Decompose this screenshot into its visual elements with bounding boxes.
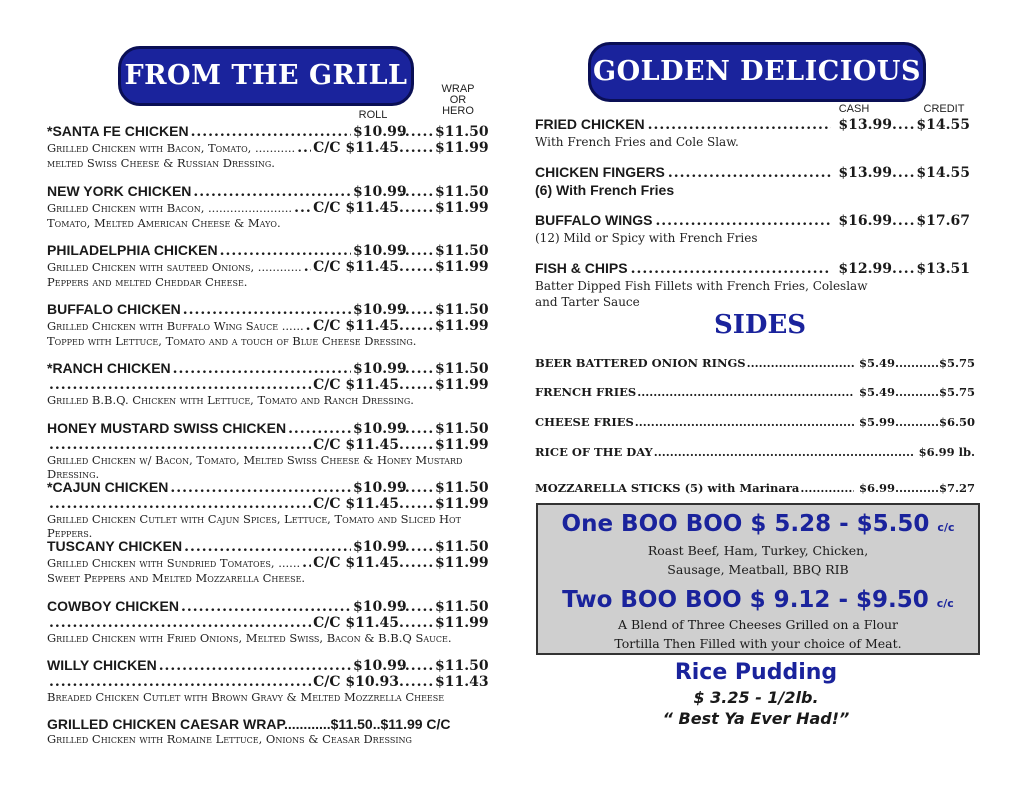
dot-leader — [895, 415, 939, 429]
grill-item-desc-2: Breaded Chicken Cutlet with Brown Gravy & Melted Mozzrella Cheese — [47, 690, 445, 704]
dot-leader — [49, 674, 311, 690]
cc-wrap-price: $11.99 — [435, 140, 489, 156]
two-boo-boo-cc: c/c — [936, 597, 954, 610]
dot-leader — [49, 437, 311, 453]
grill-item-desc-2: Grilled Chicken with Fried Onions, Melted Swiss, Bacon & B.B.Q Sauce. — [47, 631, 452, 645]
dot-leader — [170, 480, 351, 496]
dot-leader — [181, 599, 351, 615]
wrap-price: $11.50 — [435, 480, 489, 496]
grill-item-row — [47, 538, 487, 555]
grill-item — [47, 183, 487, 230]
dot-leader — [49, 496, 311, 512]
roll-price: $10.99 — [353, 421, 407, 437]
dot-leader — [637, 385, 854, 399]
credit-price: $13.51 — [916, 261, 970, 277]
cc-roll-price: C/C $11.45 — [313, 615, 399, 631]
dot-leader — [399, 361, 435, 377]
two-boo-boo-desc — [538, 615, 978, 653]
dot-leader — [294, 200, 311, 216]
roll-price: $10.99 — [353, 539, 407, 555]
side-credit-price: $7.27 — [939, 481, 976, 495]
dot-leader — [800, 481, 854, 495]
dot-leader — [220, 243, 351, 259]
dot-leader — [895, 385, 939, 399]
dot-leader — [191, 124, 351, 140]
grill-item-name: *SANTA FE CHICKEN — [47, 123, 189, 139]
dot-leader — [297, 140, 311, 156]
golden-item — [535, 116, 970, 150]
side-cash-price: $5.49 — [858, 385, 895, 399]
cash-price: $12.99 — [838, 261, 892, 277]
cc-wrap-price: $11.99 — [435, 377, 489, 393]
dot-leader — [399, 318, 435, 334]
one-boo-boo-title — [538, 511, 978, 537]
two-boo-boo-desc-line: A Blend of Three Cheeses Grilled on a Flour — [618, 617, 898, 632]
cc-wrap-price: $11.99 — [435, 437, 489, 453]
golden-item-name: FISH & CHIPS — [535, 260, 628, 276]
grill-item-cc-row — [47, 259, 487, 275]
roll-price: $10.99 — [353, 361, 407, 377]
golden-title: GOLDEN DELICIOUS — [588, 42, 926, 102]
side-credit-price: $5.75 — [939, 356, 976, 370]
grill-item-row — [47, 301, 487, 318]
dot-leader — [183, 302, 351, 318]
golden-item — [535, 164, 970, 199]
grill-item-desc-2: Peppers and melted Cheddar Cheese. — [47, 275, 248, 289]
grill-item-name: *RANCH CHICKEN — [47, 360, 171, 376]
dot-leader — [648, 117, 831, 134]
dot-leader — [399, 555, 435, 571]
grill-item — [47, 479, 487, 540]
cc-roll-price: C/C $11.45 — [313, 318, 399, 334]
side-cash-price: $6.99 — [858, 481, 895, 495]
dot-leader — [159, 658, 351, 674]
one-boo-boo-desc-line: Roast Beef, Ham, Turkey, Chicken, — [647, 543, 869, 558]
grill-item-row — [47, 123, 487, 140]
two-boo-boo-desc-line: Tortilla Then Filled with your choice of Meat. — [614, 636, 902, 651]
grill-item-desc-1: Grilled Chicken with Bacon, Tomato, ........... — [47, 141, 296, 155]
two-boo-boo-title — [538, 587, 978, 613]
dot-leader — [304, 259, 311, 275]
grill-item-name: NEW YORK CHICKEN — [47, 183, 192, 199]
dot-leader — [184, 539, 351, 555]
dot-leader — [399, 496, 435, 512]
golden-item-desc: and Tarter Sauce — [535, 295, 640, 309]
golden-item-desc: Batter Dipped Fish Fillets with French Fries, Coleslaw — [535, 279, 868, 293]
side-item-name: RICE OF THE DAY — [535, 445, 653, 459]
grill-item-desc-2: Grilled Chicken Cutlet with Cajun Spices, Lettuce, Tomato and Sliced Hot Peppers. — [47, 512, 461, 540]
roll-price: $10.99 — [353, 302, 407, 318]
grill-item-name: TUSCANY CHICKEN — [47, 538, 183, 554]
grill-item-name: BUFFALO CHICKEN — [47, 301, 181, 317]
dot-leader — [892, 165, 916, 182]
wrap-price: $11.50 — [435, 302, 489, 318]
cc-roll-price: C/C $10.93 — [313, 674, 399, 690]
caesar-wrap-line: GRILLED CHICKEN CAESAR WRAP............$11.50..$11.99 C/C — [47, 716, 451, 732]
cc-roll-price: C/C $11.45 — [313, 140, 399, 156]
rice-pudding-tagline: “ Best Ya Ever Had!” — [662, 709, 850, 728]
side-item-name: MOZZARELLA STICKS (5) with Marinara — [535, 481, 800, 495]
grill-item-name: PHILADELPHIA CHICKEN — [47, 242, 218, 258]
col-or-word: OR — [449, 94, 467, 106]
credit-price: $17.67 — [916, 213, 970, 229]
golden-item-sub: (6) With French Fries — [535, 182, 675, 198]
sides-title: SIDES — [713, 310, 807, 340]
boo-boo-box — [536, 503, 980, 655]
roll-price: $10.99 — [353, 124, 407, 140]
golden-item-desc: With French Fries and Cole Slaw. — [535, 135, 739, 149]
dot-leader — [655, 213, 831, 230]
rice-pudding-title: Rice Pudding — [674, 660, 838, 685]
cc-roll-price: C/C $11.45 — [313, 377, 399, 393]
dot-leader — [399, 259, 435, 275]
cc-roll-price: C/C $11.45 — [313, 200, 399, 216]
grill-item-row — [47, 242, 487, 259]
dot-leader — [399, 480, 435, 496]
dot-leader — [399, 658, 435, 674]
dot-leader — [399, 377, 435, 393]
cc-wrap-price: $11.99 — [435, 259, 489, 275]
roll-price: $10.99 — [353, 599, 407, 615]
grill-item-desc-1: Grilled Chicken with Bacon, ....................... — [47, 201, 293, 215]
dot-leader — [635, 415, 854, 429]
grill-item-cc-row — [47, 437, 487, 453]
grill-item-name: *CAJUN CHICKEN — [47, 479, 169, 495]
wrap-price: $11.50 — [435, 599, 489, 615]
grill-item-row — [47, 657, 487, 674]
grill-item-desc-2: Grilled B.B.Q. Chicken with Lettuce, Tomato and Ranch Dressing. — [47, 393, 414, 407]
cc-roll-price: C/C $11.45 — [313, 496, 399, 512]
golden-item-row — [535, 212, 970, 230]
grill-item-desc-2: Grilled Chicken w/ Bacon, Tomato, Melted Swiss Cheese & Honey Mustard Dressing. — [47, 453, 463, 481]
side-item — [535, 356, 975, 370]
wrap-price: $11.50 — [435, 184, 489, 200]
grill-item-cc-row — [47, 615, 487, 631]
cash-price: $16.99 — [838, 213, 892, 229]
dot-leader — [173, 361, 351, 377]
dot-leader — [288, 421, 351, 437]
dot-leader — [399, 674, 435, 690]
dot-leader — [399, 437, 435, 453]
dot-leader — [399, 599, 435, 615]
golden-item-name: BUFFALO WINGS — [535, 212, 653, 228]
grill-item-row — [47, 420, 487, 437]
dot-leader — [747, 356, 854, 370]
cc-roll-price: C/C $11.45 — [313, 437, 399, 453]
credit-price: $14.55 — [916, 165, 970, 181]
grill-item-cc-row — [47, 555, 487, 571]
caesar-wrap-desc: Grilled Chicken with Romaine Lettuce, Onions & Ceasar Dressing — [47, 732, 412, 746]
col-wrap-header — [436, 84, 480, 117]
side-cash-price: $5.49 — [858, 356, 895, 370]
grill-item — [47, 301, 487, 348]
grill-item-cc-row — [47, 496, 487, 512]
side-item — [535, 445, 975, 459]
grill-item-cc-row — [47, 674, 487, 690]
dot-leader — [399, 200, 435, 216]
grill-item — [47, 420, 487, 481]
grill-item — [47, 538, 487, 585]
grill-item-desc-2: Sweet Peppers and Melted Mozzarella Cheese. — [47, 571, 306, 585]
cash-price: $13.99 — [838, 117, 892, 133]
dot-leader — [668, 165, 831, 182]
grill-item-cc-row — [47, 200, 487, 216]
cc-wrap-price: $11.99 — [435, 318, 489, 334]
dot-leader — [631, 261, 831, 278]
dot-leader — [49, 377, 311, 393]
dot-leader — [892, 261, 916, 278]
grill-item-desc-1: Grilled Chicken with Buffalo Wing Sauce ...... — [47, 319, 304, 333]
dot-leader — [399, 539, 435, 555]
wrap-price: $11.50 — [435, 361, 489, 377]
grill-item-name: COWBOY CHICKEN — [47, 598, 179, 614]
golden-item-desc: (12) Mild or Spicy with French Fries — [535, 231, 758, 245]
dot-leader — [399, 184, 435, 200]
dot-leader — [399, 140, 435, 156]
grill-item-cc-row — [47, 377, 487, 393]
dot-leader — [895, 356, 939, 370]
grill-item — [47, 123, 487, 170]
dot-leader — [892, 213, 916, 230]
grill-item — [47, 242, 487, 289]
golden-item-row — [535, 116, 970, 134]
grill-item-row — [47, 479, 487, 496]
credit-price: $14.55 — [916, 117, 970, 133]
one-boo-boo-price: One BOO BOO $ 5.28 - $5.50 — [561, 511, 930, 537]
one-boo-boo-desc — [538, 541, 978, 579]
dot-leader — [193, 184, 351, 200]
cc-wrap-price: $11.99 — [435, 200, 489, 216]
cc-roll-price: C/C $11.45 — [313, 259, 399, 275]
side-item — [535, 481, 975, 495]
cash-price: $13.99 — [838, 165, 892, 181]
one-boo-boo-desc-line: Sausage, Meatball, BBQ RIB — [667, 562, 849, 577]
wrap-price: $11.50 — [435, 539, 489, 555]
grill-item-desc-2: Topped with Lettuce, Tomato and a touch of Blue Cheese Dressing. — [47, 334, 417, 348]
dot-leader — [895, 481, 939, 495]
side-item-name: BEER BATTERED ONION RINGS — [535, 356, 746, 370]
side-item-name: FRENCH FRIES — [535, 385, 637, 399]
grill-item-desc-2: melted Swiss Cheese & Russian Dressing. — [47, 156, 275, 170]
grill-item-row — [47, 360, 487, 377]
dot-leader — [306, 318, 311, 334]
roll-price: $10.99 — [353, 243, 407, 259]
cc-wrap-price: $11.99 — [435, 615, 489, 631]
roll-price: $10.99 — [353, 658, 407, 674]
grill-item — [47, 598, 487, 645]
grill-item-cc-row — [47, 140, 487, 156]
golden-item-row — [535, 260, 970, 278]
grill-item-row — [47, 183, 487, 200]
dot-leader — [399, 421, 435, 437]
grill-item-row — [47, 598, 487, 615]
grill-item-desc-1: Grilled Chicken with sauteed Onions, ............ — [47, 260, 302, 274]
grill-item-name: HONEY MUSTARD SWISS CHICKEN — [47, 420, 287, 436]
grill-item — [47, 657, 487, 704]
side-item — [535, 415, 975, 429]
wrap-price: $11.50 — [435, 243, 489, 259]
side-item-name: CHEESE FRIES — [535, 415, 634, 429]
one-boo-boo-cc: c/c — [937, 521, 955, 534]
wrap-price: $11.50 — [435, 421, 489, 437]
col-roll-header: ROLL — [358, 109, 388, 121]
grill-item-cc-row — [47, 318, 487, 334]
side-credit-price: $5.75 — [939, 385, 976, 399]
dot-leader — [399, 124, 435, 140]
golden-item-name: CHICKEN FINGERS — [535, 164, 665, 180]
roll-price: $10.99 — [353, 184, 407, 200]
side-cash-price: $5.99 — [858, 415, 895, 429]
grill-item-name: WILLY CHICKEN — [47, 657, 157, 673]
cc-wrap-price: $11.99 — [435, 496, 489, 512]
golden-item-row — [535, 164, 970, 182]
wrap-price: $11.50 — [435, 124, 489, 140]
dot-leader — [399, 302, 435, 318]
side-price: $6.99 lb. — [918, 445, 975, 459]
dot-leader — [399, 243, 435, 259]
cc-wrap-price: $11.43 — [435, 674, 489, 690]
dot-leader — [399, 615, 435, 631]
col-cash-header: CASH — [838, 103, 870, 115]
caesar-wrap-item — [47, 716, 487, 746]
dot-leader — [302, 555, 311, 571]
col-hero-word: HERO — [442, 105, 474, 117]
dot-leader — [654, 445, 915, 459]
dot-leader — [892, 117, 916, 134]
dot-leader — [49, 615, 311, 631]
side-item — [535, 385, 975, 399]
col-credit-header: CREDIT — [923, 103, 965, 115]
rice-pudding-price: $ 3.25 - 1/2lb. — [693, 688, 819, 707]
side-credit-price: $6.50 — [939, 415, 976, 429]
two-boo-boo-price: Two BOO BOO $ 9.12 - $9.50 — [562, 587, 929, 613]
golden-item — [535, 212, 970, 246]
cc-wrap-price: $11.99 — [435, 555, 489, 571]
roll-price: $10.99 — [353, 480, 407, 496]
golden-item-name: FRIED CHICKEN — [535, 116, 645, 132]
grill-title: FROM THE GRILL — [118, 46, 414, 106]
col-wrap-word: WRAP — [441, 83, 475, 95]
golden-item — [535, 260, 970, 310]
wrap-price: $11.50 — [435, 658, 489, 674]
cc-roll-price: C/C $11.45 — [313, 555, 399, 571]
grill-item — [47, 360, 487, 407]
grill-item-desc-2: Tomato, Melted American Cheese & Mayo. — [47, 216, 281, 230]
grill-item-desc-1: Grilled Chicken with Sundried Tomatoes, ...... — [47, 556, 301, 570]
